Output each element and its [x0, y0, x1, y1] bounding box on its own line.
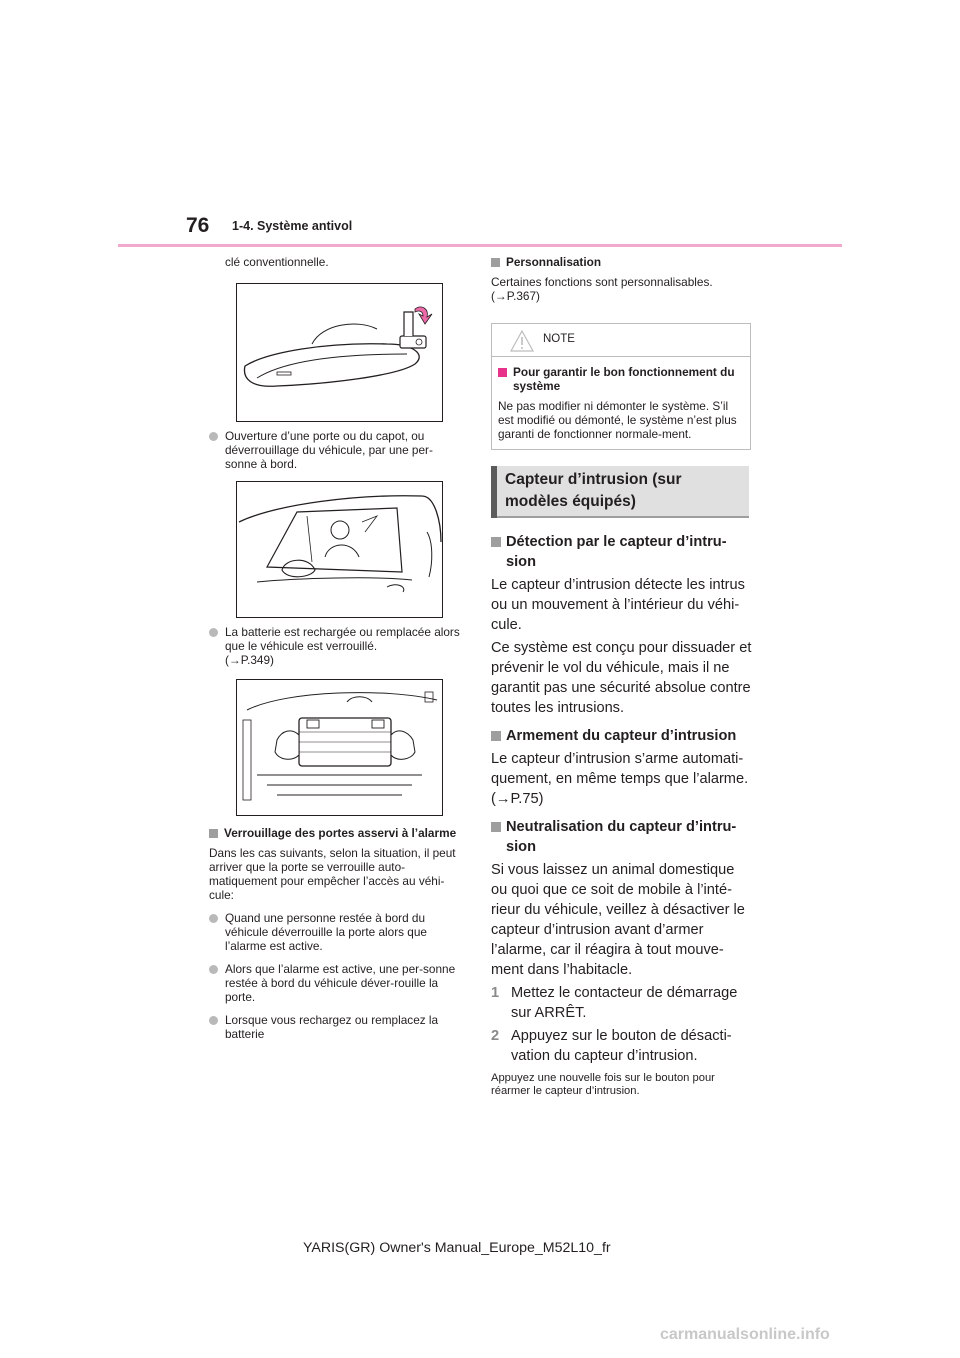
person-in-car-illustration — [236, 481, 443, 618]
note-header — [492, 324, 750, 357]
intrusion-sensor-banner — [491, 466, 749, 518]
lock-heading: Verrouillage des portes asservi à l’alarme — [209, 826, 465, 840]
step-1-text: Mettez le contacteur de démarrage sur ARRÊT. — [511, 985, 738, 1021]
footer-manual-id: YARIS(GR) Owner's Manual_Europe_M52L10_fr — [303, 1240, 611, 1256]
detect-heading: Détection par le capteur d’intru-sion — [491, 532, 753, 572]
step-2 — [491, 1026, 753, 1066]
arm-page-ref[interactable]: (→P.75) — [491, 791, 544, 807]
banner-title: Capteur d’intrusion (sur modèles équipés) — [505, 471, 682, 510]
detect-paragraph-1: Le capteur d’intrusion détecte les intrus ou un mouvement à l’intérieur du véhi-cule. — [491, 577, 745, 633]
neutral-heading: Neutralisation du capteur d’intru-sion — [491, 817, 753, 857]
door-handle-illustration — [236, 283, 443, 422]
bullet-dot-icon — [209, 628, 218, 637]
note-box — [491, 323, 751, 450]
watermark: carmanualsonline.info — [660, 1326, 830, 1343]
page-number: 76 — [186, 214, 210, 237]
section-square-icon — [209, 829, 218, 838]
step-2-text: Appuyez sur le bouton de désacti-vation du capteur d’intrusion. — [511, 1028, 732, 1064]
step-number: 2 — [491, 1028, 500, 1044]
note-label: NOTE — [543, 333, 575, 345]
note-heading: Pour garantir le bon fonctionnement du système — [498, 365, 744, 393]
lock-text: Dans les cas suivants, selon la situation, il peut arriver que la porte se verrouille auto-matiquement pour empêcher l’accès au véhi-cule: — [209, 846, 456, 902]
arm-heading: Armement du capteur d’intrusion — [491, 726, 753, 746]
detect-paragraph-2: Ce système est conçu pour dissuader et prévenir le vol du véhicule, mais il ne garantit pas une sécurité absolue contre toutes les intrusions. — [491, 640, 752, 716]
section-square-icon — [491, 822, 501, 832]
step-number: 1 — [491, 985, 500, 1001]
personalisation-text: Certaines fonctions sont personnalisables. (→P.367) — [491, 275, 713, 303]
section-square-icon — [491, 731, 501, 741]
bullet-dot-icon — [209, 432, 218, 441]
pink-square-icon — [498, 368, 507, 377]
step-1 — [491, 983, 753, 1023]
section-square-icon — [491, 537, 501, 547]
intro-text: clé conventionnelle. — [225, 255, 329, 269]
bullet-battery: La batterie est rechargée ou remplacée alors que le véhicule est verrouillé. (→P.349) — [209, 625, 465, 667]
personalisation-page-ref[interactable]: (→P.367) — [491, 289, 540, 303]
bullet-door-open: Ouverture d’une porte ou du capot, ou déverrouillage du véhicule, par une per-sonne à bord. — [209, 429, 465, 471]
lock-bullet-2: Alors que l’alarme est active, une per-sonne restée à bord du véhicule déver-rouille la porte. — [209, 962, 465, 1004]
battery-replacement-illustration — [236, 679, 443, 816]
left-column — [209, 255, 465, 1041]
header-rule — [118, 244, 842, 247]
bullet-dot-icon — [209, 1016, 218, 1025]
neutral-text: Si vous laissez un animal domestique ou quoi que ce soit de mobile à l’inté-rieur du véhicule, veillez à désactiver le capteur d’intrusion avant d’armer l’alarme, car il réagira à tout mouve-ment dans l’habitacle. — [491, 862, 745, 978]
right-column — [491, 255, 753, 1098]
lock-bullet-3: Lorsque vous rechargez ou remplacez la batterie — [209, 1013, 465, 1041]
warning-triangle-icon — [510, 330, 534, 352]
section-title: 1-4. Système antivol — [232, 219, 353, 233]
final-note: Appuyez une nouvelle fois sur le bouton pour réarmer le capteur d’intrusion. — [491, 1072, 715, 1097]
personalisation-heading: Personnalisation — [491, 255, 753, 269]
note-text: Ne pas modifier ni démonter le système. S’il est modifié ou démonté, le système n’est plus garanti de fonctionner normale-ment. — [498, 399, 737, 441]
section-square-icon — [491, 258, 500, 267]
bullet-dot-icon — [209, 965, 218, 974]
banner-bar — [491, 466, 497, 518]
arm-text: Le capteur d’intrusion s’arme automati-quement, en même temps que l’alarme. (→P.75) — [491, 751, 749, 807]
bullet-dot-icon — [209, 914, 218, 923]
lock-bullet-1: Quand une personne restée à bord du véhicule déverrouille la porte alors que l’alarme est active. — [209, 911, 465, 953]
battery-page-ref[interactable]: (→P.349) — [225, 653, 274, 667]
